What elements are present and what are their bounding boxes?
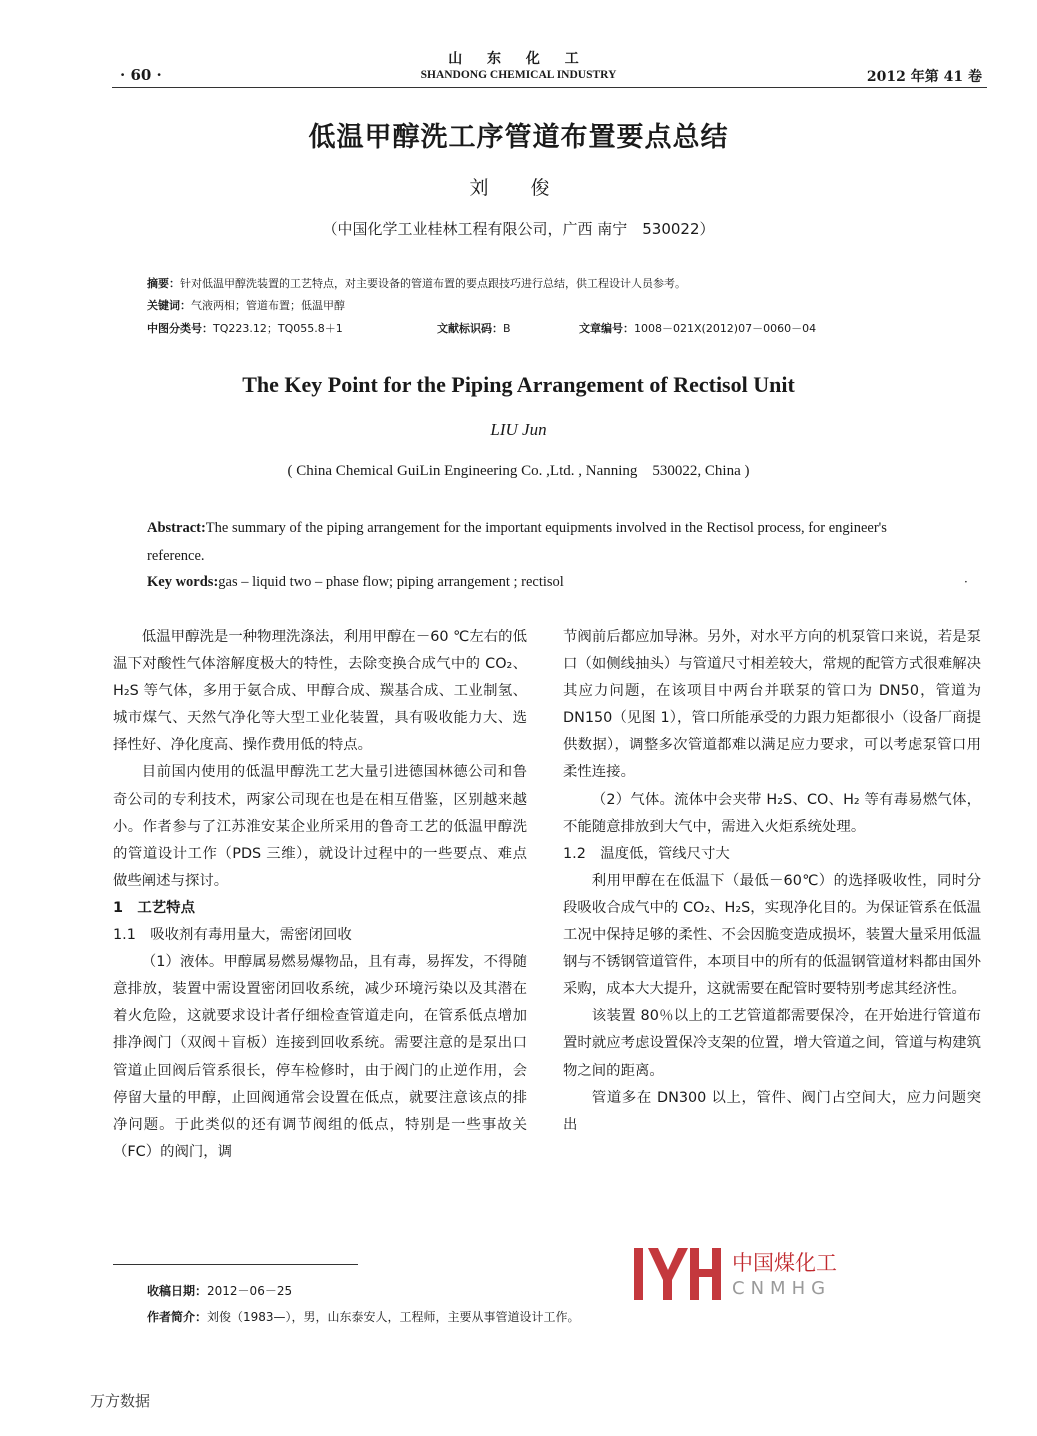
- class-label: 中图分类号：: [147, 322, 213, 335]
- body-paragraph: 管道多在 DN300 以上，管件、阀门占空间大，应力问题突出: [563, 1089, 981, 1133]
- keywords-en-text: gas – liquid two – phase flow; piping arrangement ; rectisol: [218, 574, 564, 590]
- title-en: The Key Point for the Piping Arrangement of Rectisol Unit: [242, 372, 795, 397]
- source-mark: 万方数据: [90, 1392, 151, 1410]
- bio-text: 刘俊（1983—），男，山东泰安人，工程师，主要从事管道设计工作。: [207, 1310, 580, 1324]
- article-no-text: 1008－021X(2012)07－0060－04: [634, 322, 817, 335]
- bio-label: 作者简介：: [147, 1310, 208, 1324]
- abstract-en-text: The summary of the piping arrangement for the important equipments involved in the Rectisol process, for engineer's reference.: [147, 520, 887, 564]
- abstract-cn-text: 针对低温甲醇洗装置的工艺特点，对主要设备的管道布置的要点跟技巧进行总结，供工程设计人员参考。: [180, 277, 686, 290]
- keywords-cn-label: 关键词：: [147, 299, 191, 312]
- section-heading-1-1: 1.1 吸收剂有毒用量大，需密闭回收: [113, 927, 352, 944]
- doc-code-label: 文献标识码：: [437, 322, 503, 335]
- body-left-column: [113, 624, 527, 1166]
- page-number: · 60 ·: [120, 66, 162, 84]
- abstract-en: [147, 514, 947, 570]
- body-paragraph: 利用甲醇在在低温下（最低－60℃）的选择吸收性，同时分段吸收合成气中的 CO₂、H₂S，实现净化目的。为保证管系在低温工况中保持足够的柔性、不会因脆变造成损坏，装置大量采用低温钢与不锈钢管道管件，本项目中的所有的低温钢管道材料都由国外采购，成本大大提升，这就需要在配管时要特别考虑其经济性。: [563, 872, 981, 998]
- abstract-cn-label: 摘要：: [147, 277, 180, 290]
- keywords-cn: [147, 298, 345, 314]
- body-right-column: [563, 624, 981, 1139]
- classification-row: [147, 321, 927, 337]
- journal-name-en: SHANDONG CHEMICAL INDUSTRY: [420, 69, 617, 81]
- affiliation-cn: （中国化学工业桂林工程有限公司，广西 南宁 530022）: [322, 220, 715, 238]
- watermark-text-cn: 中国煤化工: [732, 1251, 837, 1275]
- received-date: [147, 1282, 292, 1299]
- issue-info: 2012 年第 41 卷: [866, 69, 982, 85]
- body-paragraph: 目前国内使用的低温甲醇洗工艺大量引进德国林德公司和鲁奇公司的专利技术，两家公司现在也是在相互借鉴，区别越来越小。作者参与了江苏淮安某企业所采用的鲁奇工艺的低温甲醇洗的管道设计工作（PDS 三维），就设计过程中的一些要点、难点做些阐述与探讨。: [113, 764, 527, 889]
- article-no-label: 文章编号：: [579, 322, 634, 335]
- title-cn: 低温甲醇洗工序管道布置要点总结: [308, 122, 729, 153]
- author-en: LIU Jun: [490, 420, 547, 439]
- body-paragraph: （2）气体。流体中会夹带 H₂S、CO、H₂ 等有毒易燃气体，不能随意排放到大气中，需进入火炬系统处理。: [563, 791, 981, 835]
- body-paragraph: 低温甲醇洗是一种物理洗涤法，利用甲醇在－60 ℃左右的低温下对酸性气体溶解度极大的特性，去除变换合成气中的 CO₂、H₂S 等气体，多用于氨合成、甲醇合成、羰基合成、工业制氢、城市煤气、天然气净化等大型工业化装置，具有吸收能力大、选择性好、净化度高、操作费用低的特点。: [113, 629, 527, 754]
- class-text: TQ223.12；TQ055.8＋1: [213, 322, 343, 335]
- body-paragraph: 该装置 80％以上的工艺管道都需要保冷，在开始进行管道布置时就应考虑设置保冷支架的位置，增大管道之间，管道与构建筑物之间的距离。: [563, 1008, 981, 1079]
- received-label: 收稿日期：: [147, 1284, 208, 1298]
- author-bio: [147, 1308, 580, 1325]
- section-heading-1-2: 1.2 温度低，管线尺寸大: [563, 845, 730, 862]
- keywords-en-label: Key words:: [147, 574, 219, 590]
- watermark-text-en: CNMHG: [732, 1278, 832, 1299]
- doc-code-text: B: [503, 322, 511, 335]
- abstract-en-label: Abstract:: [147, 520, 206, 536]
- keywords-en: [147, 570, 947, 594]
- abstract-cn: [147, 276, 686, 292]
- body-paragraph: 节阀前后都应加导淋。另外，对水平方向的机泵管口来说，若是泵口（如侧线抽头）与管道尺寸相差较大，常规的配管方式很难解决其应力问题，在该项目中两台并联泵的管口为 DN50，管道为 DN150（见图 1），管口所能承受的力跟力矩都很小（设备厂商提供数据），调整多次管道都难以满足应力要求，可以考虑泵管口用柔性连接。: [563, 629, 981, 781]
- body-paragraph: （1）液体。甲醇属易燃易爆物品，且有毒，易挥发，不得随意排放，装置中需设置密闭回收系统，减少环境污染以及其潜在着火危险，这就要求设计者仔细检查管道走向，在管系低点增加排净阀门（双阀＋盲板）连接到回收系统。需要注意的是泵出口管道止回阀后管系很长，停车检修时，由于阀门的止逆作用，会停留大量的甲醇，止回阀通常会设置在低点，就要注意该点的排净问题。于此类似的还有调节阀组的低点，特别是一些事故关（FC）的阀门，调: [113, 954, 527, 1160]
- section-heading-1: 1 工艺特点: [113, 899, 195, 916]
- stray-dot: ·: [964, 575, 968, 589]
- keywords-cn-text: 气液两相；管道布置；低温甲醇: [191, 299, 345, 312]
- header-divider: [112, 87, 987, 88]
- journal-name-cn: 山 东 化 工: [448, 51, 589, 67]
- author-cn: 刘 俊: [469, 177, 568, 199]
- received-text: 2012－06－25: [207, 1284, 293, 1298]
- footnote-divider: [113, 1264, 358, 1265]
- affiliation-en: ( China Chemical GuiLin Engineering Co. ,Ltd. , Nanning 530022, China ): [287, 463, 750, 479]
